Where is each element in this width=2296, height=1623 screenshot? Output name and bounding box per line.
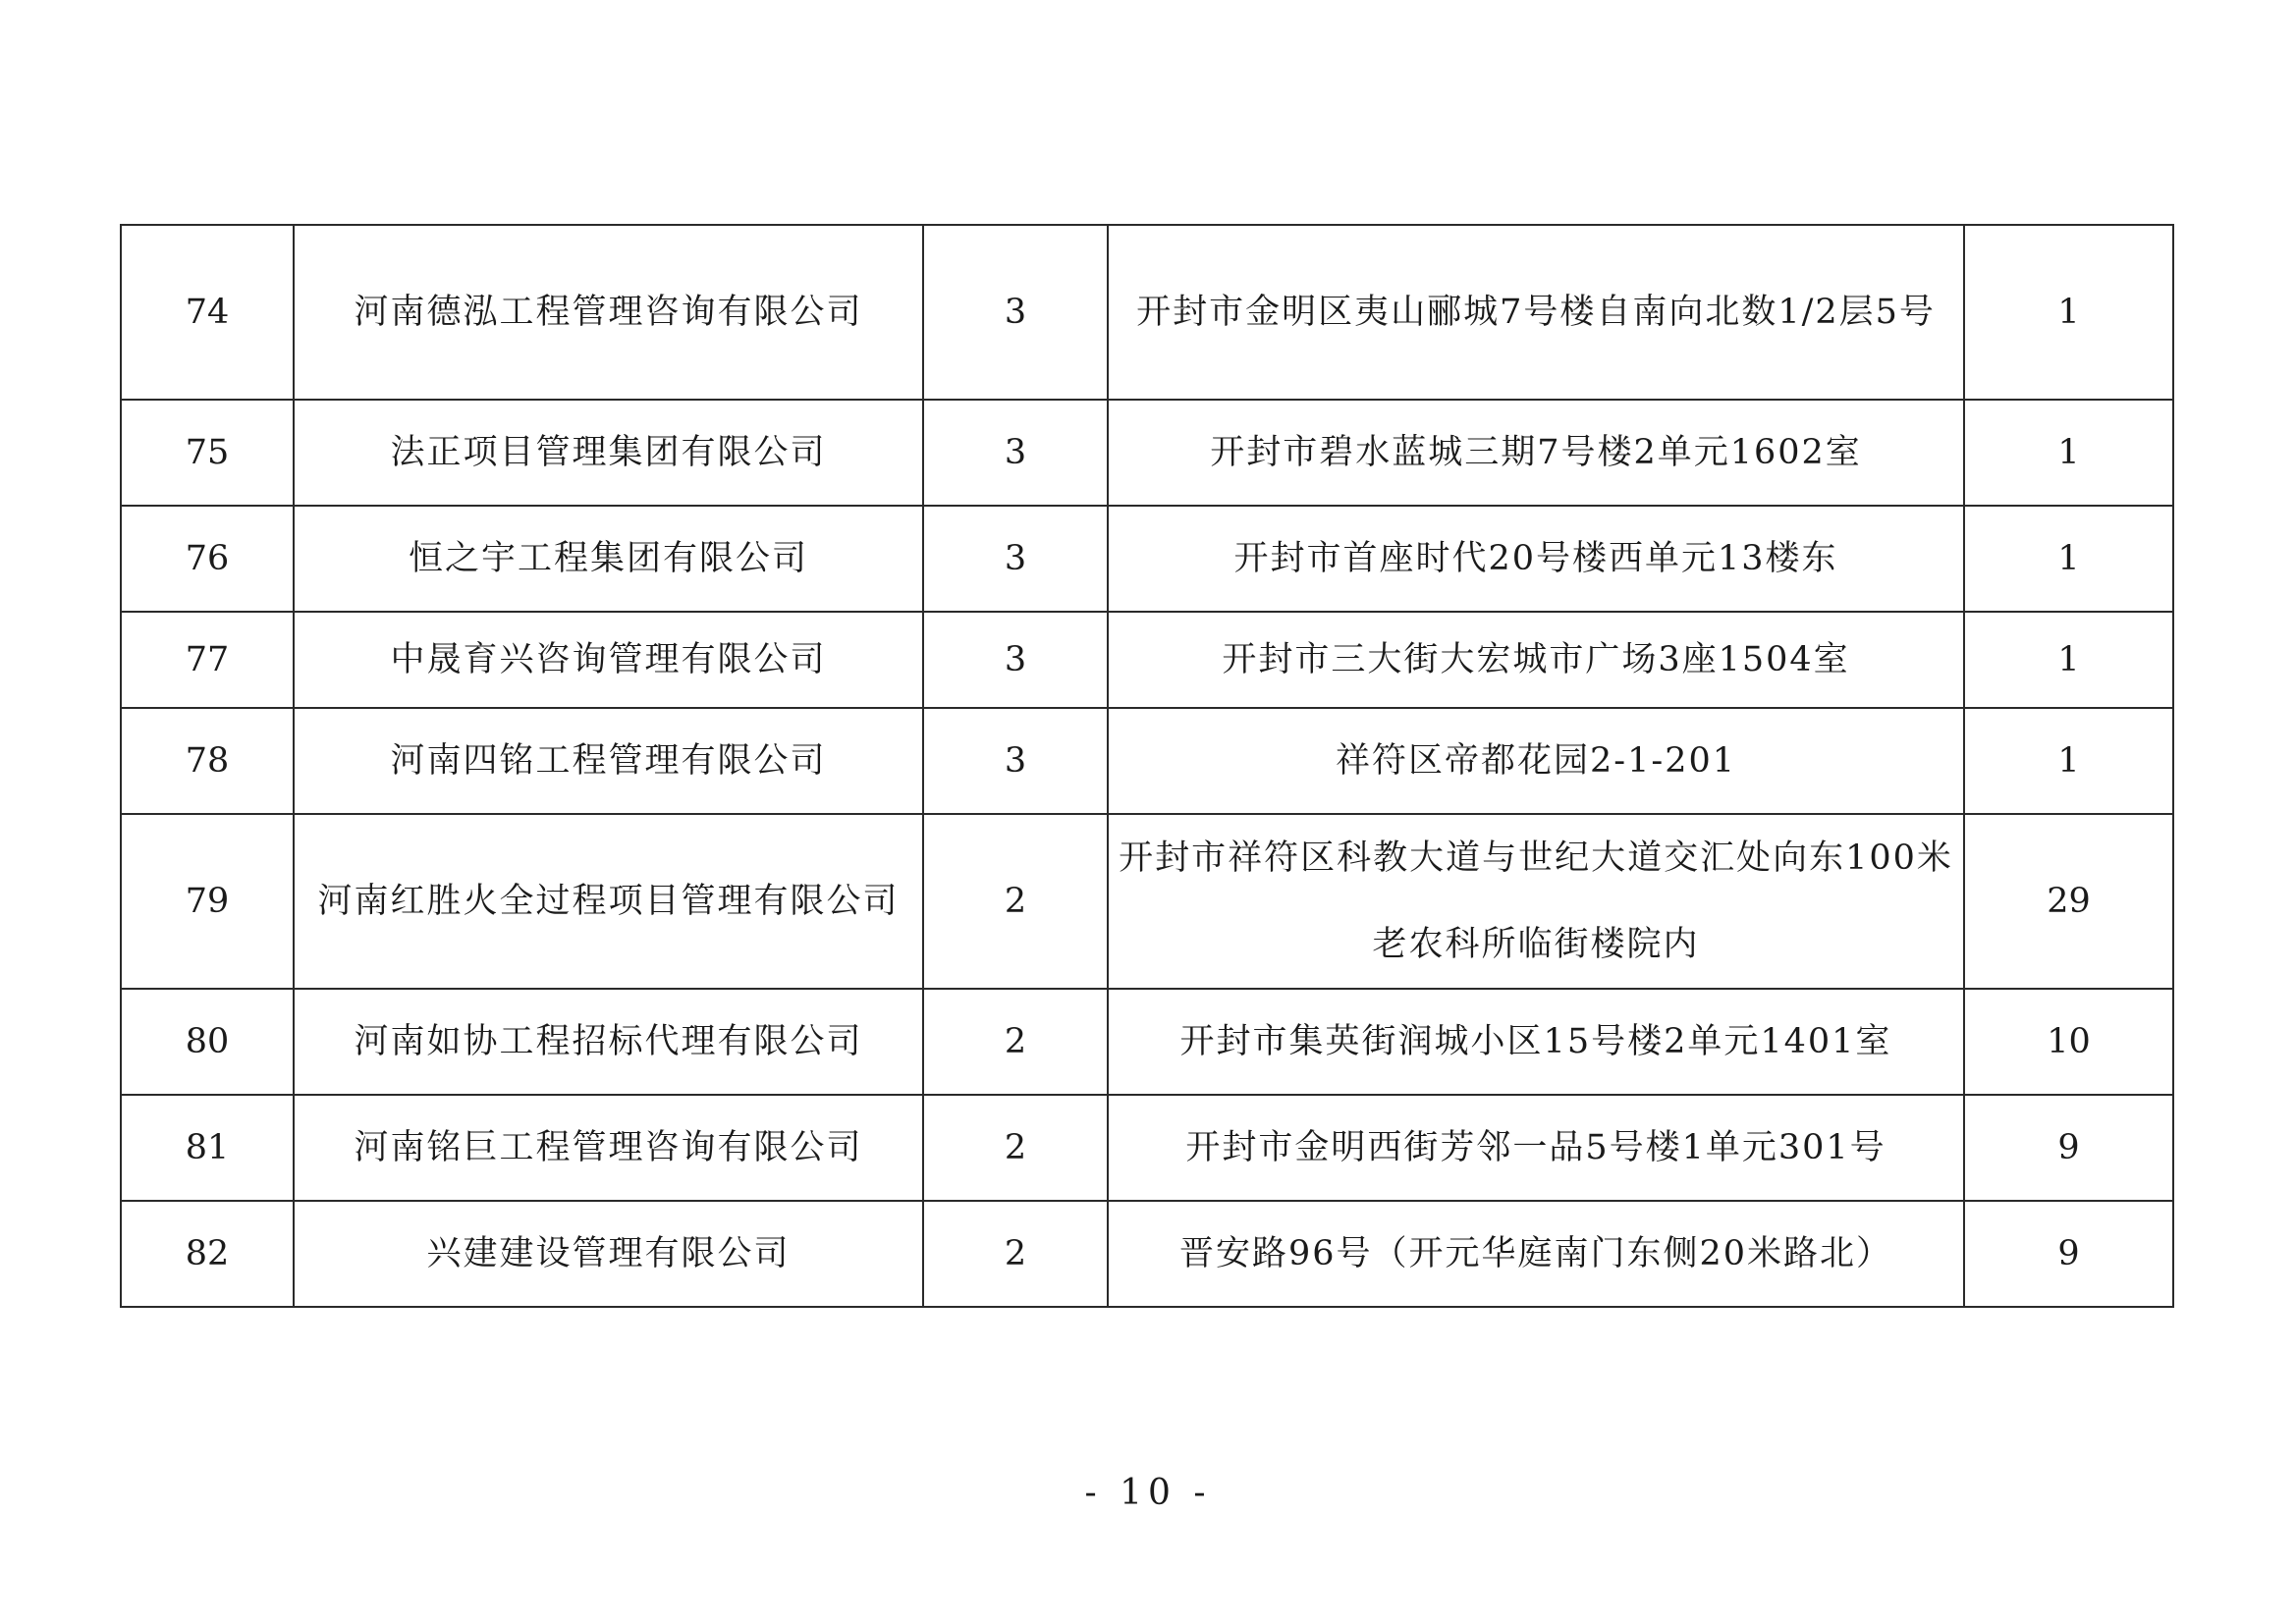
company-level: 3 (923, 225, 1108, 400)
company-address: 祥符区帝都花园2-1-201 (1108, 708, 1964, 814)
company-name: 河南四铭工程管理有限公司 (294, 708, 923, 814)
company-name: 兴建建设管理有限公司 (294, 1201, 923, 1307)
company-name: 中晟育兴咨询管理有限公司 (294, 612, 923, 708)
company-level: 3 (923, 506, 1108, 612)
company-name: 河南铭巨工程管理咨询有限公司 (294, 1095, 923, 1201)
row-index: 77 (121, 612, 294, 708)
company-level: 2 (923, 989, 1108, 1095)
table-row (121, 989, 2173, 1095)
company-level: 3 (923, 400, 1108, 506)
company-level: 2 (923, 814, 1108, 989)
row-index: 75 (121, 400, 294, 506)
company-level: 2 (923, 1201, 1108, 1307)
table-row (121, 708, 2173, 814)
row-index: 78 (121, 708, 294, 814)
company-name: 恒之宇工程集团有限公司 (294, 506, 923, 612)
company-address: 开封市祥符区科教大道与世纪大道交汇处向东100米老农科所临街楼院内 (1108, 814, 1964, 989)
row-index: 81 (121, 1095, 294, 1201)
company-address: 开封市三大街大宏城市广场3座1504室 (1108, 612, 1964, 708)
row-index: 79 (121, 814, 294, 989)
company-count: 1 (1964, 225, 2173, 400)
company-count: 1 (1964, 708, 2173, 814)
company-level: 3 (923, 612, 1108, 708)
table-row (121, 225, 2173, 400)
row-index: 74 (121, 225, 294, 400)
table-row (121, 1095, 2173, 1201)
row-index: 82 (121, 1201, 294, 1307)
company-name: 河南如协工程招标代理有限公司 (294, 989, 923, 1095)
company-address: 开封市首座时代20号楼西单元13楼东 (1108, 506, 1964, 612)
company-table (120, 224, 2174, 1308)
table-row (121, 612, 2173, 708)
row-index: 80 (121, 989, 294, 1095)
table-row (121, 400, 2173, 506)
company-level: 2 (923, 1095, 1108, 1201)
page-number: - 10 - (1084, 1473, 1212, 1513)
row-index: 76 (121, 506, 294, 612)
company-name: 河南红胜火全过程项目管理有限公司 (294, 814, 923, 989)
company-name: 河南德泓工程管理咨询有限公司 (294, 225, 923, 400)
table-row (121, 814, 2173, 989)
company-address: 开封市金明区夷山郦城7号楼自南向北数1/2层5号 (1108, 225, 1964, 400)
company-address: 开封市集英街润城小区15号楼2单元1401室 (1108, 989, 1964, 1095)
table-row (121, 1201, 2173, 1307)
company-address: 开封市金明西街芳邻一品5号楼1单元301号 (1108, 1095, 1964, 1201)
company-count: 9 (1964, 1201, 2173, 1307)
company-count: 29 (1964, 814, 2173, 989)
company-count: 9 (1964, 1095, 2173, 1201)
company-count: 1 (1964, 400, 2173, 506)
company-name: 法正项目管理集团有限公司 (294, 400, 923, 506)
company-count: 10 (1964, 989, 2173, 1095)
company-count: 1 (1964, 506, 2173, 612)
table-row (121, 506, 2173, 612)
company-level: 3 (923, 708, 1108, 814)
company-address: 开封市碧水蓝城三期7号楼2单元1602室 (1108, 400, 1964, 506)
company-count: 1 (1964, 612, 2173, 708)
company-address: 晋安路96号（开元华庭南门东侧20米路北） (1108, 1201, 1964, 1307)
